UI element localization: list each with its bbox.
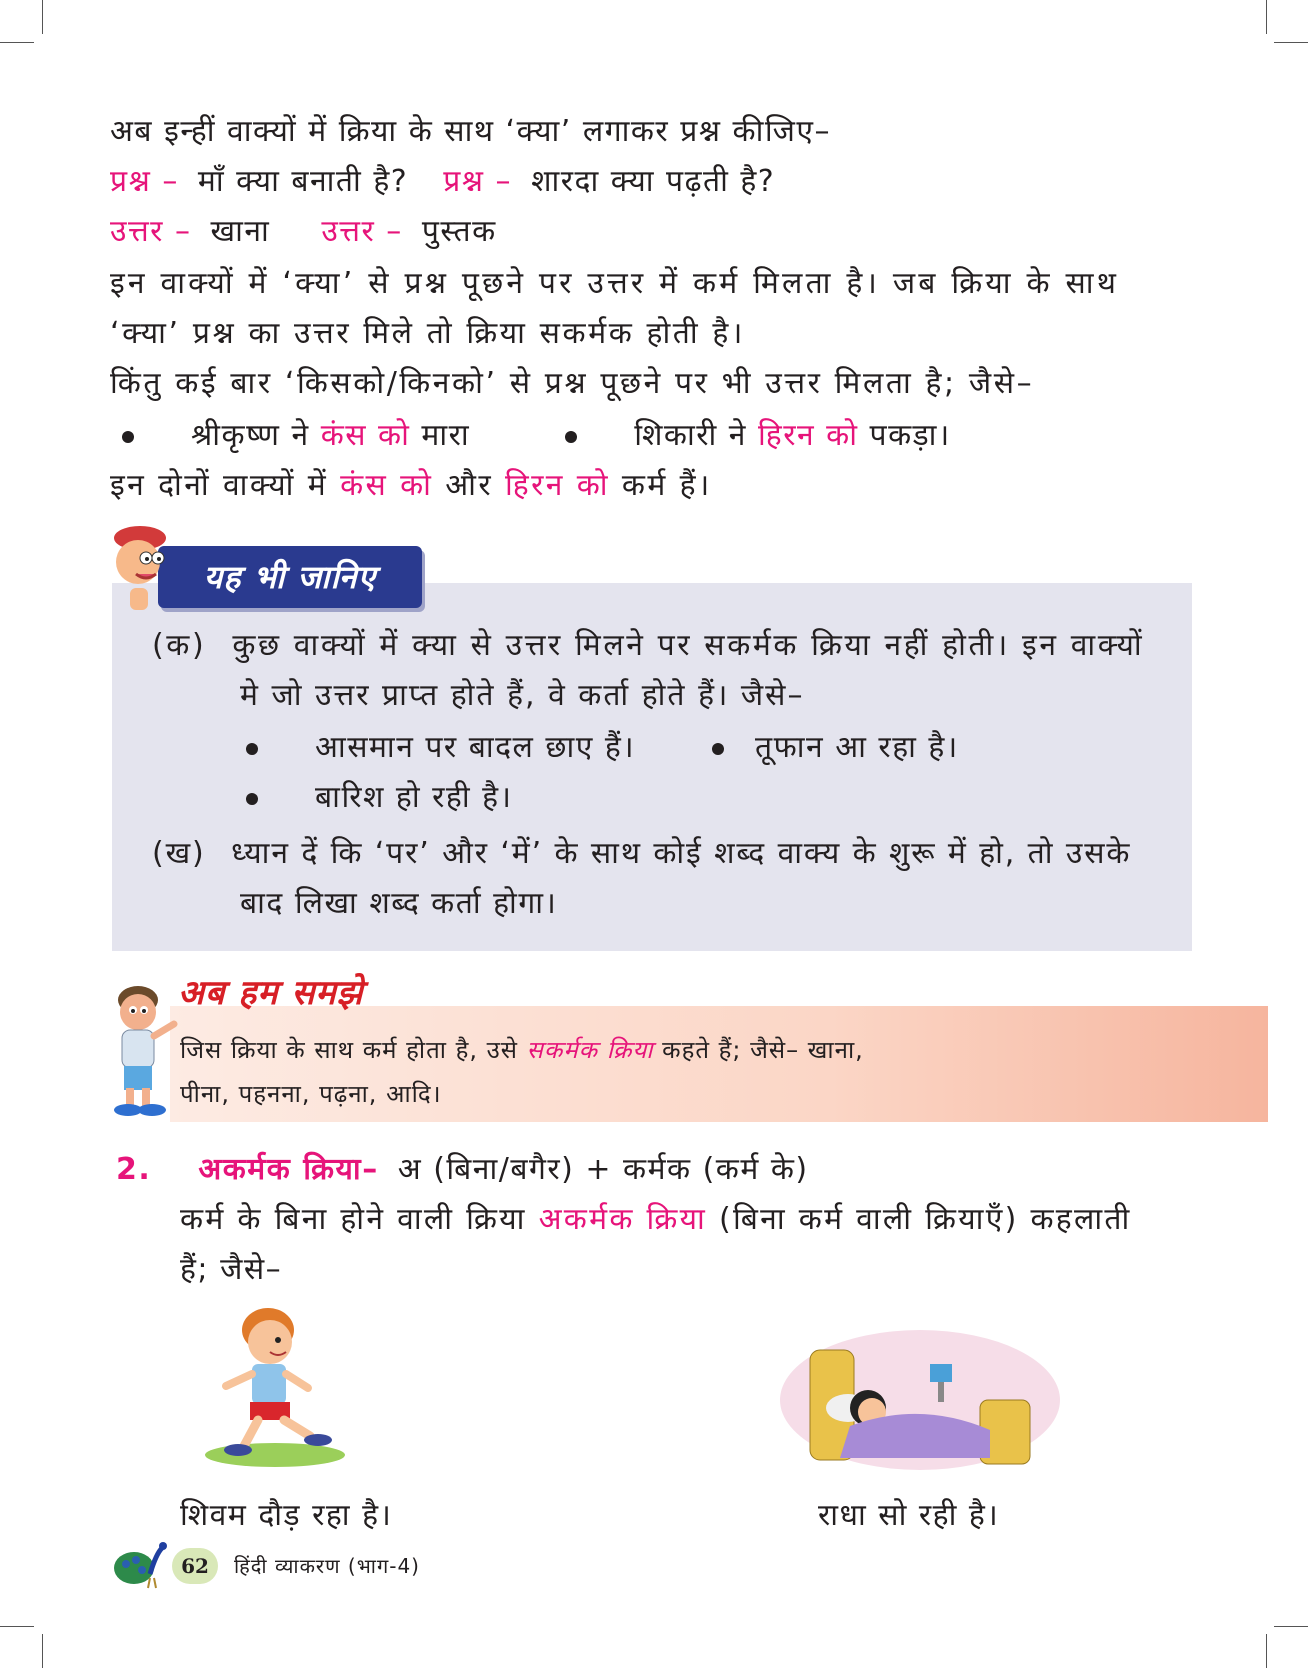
section-subtitle: अ (बिना/बगैर) + कर्मक (कर्म के): [397, 1152, 809, 1187]
item-text: ध्यान दें कि ‘पर’ और ‘में’ के साथ कोई शब्द वाक्य के शुरू में हो, तो उसके: [231, 836, 1132, 871]
bullet-icon: [246, 793, 258, 805]
section-line: [180, 1198, 1132, 1242]
intro-line: अब इन्हीं वाक्यों में क्रिया के साथ ‘क्या’ लगाकर प्रश्न कीजिए–: [110, 114, 831, 149]
info-item: [152, 624, 1144, 668]
sleeping-girl-illustration: [780, 1330, 1060, 1480]
summary-text: कर्म हैं।: [621, 468, 712, 503]
info-item: मे जो उत्तर प्राप्त होते हैं, वे कर्ता होते हैं। जैसे–: [240, 678, 805, 713]
answer-line: [110, 210, 497, 254]
example-highlight: हिरन को: [758, 418, 859, 453]
cartoon-boy-icon: [106, 524, 176, 614]
crop-mark: [0, 42, 34, 43]
paragraph-line: किंतु कई बार ‘किसको/किनको’ से प्रश्न पूछने पर भी उत्तर मिलता है; जैसे–: [110, 366, 1035, 401]
question-text: माँ क्या बनाती है?: [197, 164, 409, 199]
crop-mark: [1266, 1634, 1267, 1668]
summary-text: और: [445, 468, 494, 503]
example-text: शिकारी ने: [634, 418, 747, 453]
book-title: हिंदी व्याकरण (भाग-4): [234, 1554, 420, 1578]
summary-box-title: अब हम समझे: [178, 973, 364, 1013]
cartoon-boy-pointing-icon: [108, 980, 178, 1120]
item-label: (क): [152, 628, 207, 663]
summary-highlight: सकर्मक क्रिया: [526, 1036, 654, 1064]
summary-line: [110, 464, 712, 508]
example-text: मारा: [421, 418, 471, 453]
illustration-caption: राधा सो रही है।: [818, 1498, 1000, 1533]
crop-mark: [1274, 1626, 1308, 1627]
summary-text: जिस क्रिया के साथ कर्म होता है, उसे: [180, 1036, 519, 1064]
example-text: श्रीकृष्ण ने: [191, 418, 310, 453]
bullet-icon: [246, 743, 258, 755]
bullet-text: बारिश हो रही है।: [315, 780, 513, 815]
info-box-title: यह भी जानिए: [158, 546, 422, 608]
page-number: 62: [172, 1548, 218, 1584]
example-text: पकड़ा।: [869, 418, 951, 453]
bullet-text: आसमान पर बादल छाए हैं।: [315, 730, 636, 765]
section-heading: [116, 1148, 809, 1192]
example-highlight: कंस को: [320, 418, 411, 453]
info-bullets: [246, 726, 635, 770]
item-label: (ख): [152, 836, 206, 871]
info-item: [152, 832, 1131, 876]
answer-label: उत्तर –: [110, 214, 192, 249]
summary-line: पीना, पहनना, पढ़ना, आदि।: [180, 1080, 442, 1108]
question-label: प्रश्न –: [110, 164, 179, 199]
crop-mark: [0, 1626, 34, 1627]
section-title: अकर्मक क्रिया–: [198, 1152, 379, 1187]
bullet-icon: [712, 743, 724, 755]
question-text: शारदा क्या पढ़ती है?: [531, 164, 776, 199]
peacock-icon: [112, 1534, 172, 1590]
info-bullets: [712, 726, 959, 770]
answer-label: उत्तर –: [321, 214, 403, 249]
summary-highlight: हिरन को: [504, 468, 610, 503]
bullet-icon: [565, 431, 577, 443]
section-line: हैं; जैसे–: [180, 1252, 283, 1287]
crop-mark: [42, 1634, 43, 1668]
crop-mark: [42, 0, 43, 34]
section-number: 2.: [116, 1152, 152, 1187]
question-line: [110, 160, 775, 204]
info-bullets: [246, 776, 512, 820]
illustration-caption: शिवम दौड़ रहा है।: [180, 1498, 393, 1533]
summary-text: कहते हैं; जैसे– खाना,: [662, 1036, 864, 1064]
running-boy-illustration: [190, 1300, 360, 1470]
answer-text: खाना: [210, 214, 271, 249]
summary-highlight: कंस को: [340, 468, 434, 503]
section-text: (बिना कर्म वाली क्रियाएँ) कहलाती: [718, 1202, 1132, 1237]
crop-mark: [1266, 0, 1267, 34]
paragraph-line: ‘क्या’ प्रश्न का उत्तर मिले तो क्रिया सकर्मक होती है।: [110, 316, 745, 351]
bullet-text: तूफान आ रहा है।: [755, 730, 959, 765]
summary-line: [180, 1030, 864, 1070]
bullet-icon: [122, 431, 134, 443]
answer-text: पुस्तक: [421, 214, 497, 249]
paragraph-line: इन वाक्यों में ‘क्या’ से प्रश्न पूछने पर उत्तर में कर्म मिलता है। जब क्रिया के साथ: [110, 266, 1120, 301]
item-text: कुछ वाक्यों में क्या से उत्तर मिलने पर सकर्मक क्रिया नहीं होती। इन वाक्यों: [232, 628, 1145, 663]
example-line: [122, 414, 951, 458]
crop-mark: [1274, 42, 1308, 43]
question-label: प्रश्न –: [443, 164, 513, 199]
info-item: बाद लिखा शब्द कर्ता होगा।: [240, 886, 558, 921]
summary-text: इन दोनों वाक्यों में: [110, 468, 329, 503]
section-text: कर्म के बिना होने वाली क्रिया: [180, 1202, 527, 1237]
section-highlight: अकर्मक क्रिया: [538, 1202, 708, 1237]
